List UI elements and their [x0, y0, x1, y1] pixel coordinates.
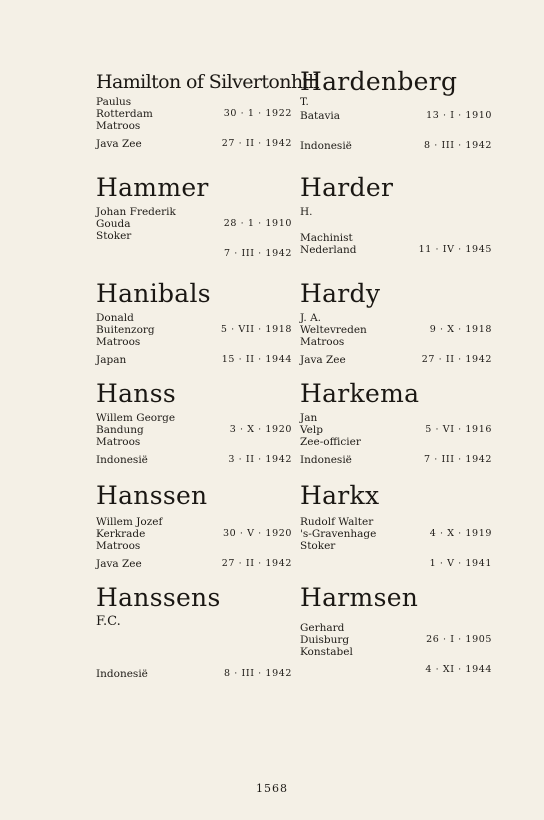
rank: Matroos [96, 540, 141, 552]
given-name: Paulus [96, 96, 132, 108]
surname: Hardenberg [300, 67, 458, 96]
birthplace: Weltevreden 9 · X · 1918 [300, 324, 492, 336]
death-date: 7 · III · 1942 [424, 454, 492, 465]
birth-date: 9 · X · 1918 [429, 324, 492, 335]
entry-hanssen [96, 482, 292, 570]
place-of-death: Java Zee 27 · II · 1942 [96, 138, 292, 150]
place-of-death: Japan 15 · II · 1944 [96, 354, 292, 366]
surname: Hanibals [96, 279, 211, 308]
rank: Matroos [96, 436, 141, 448]
surname: Harder [300, 173, 394, 202]
place-of-death: Indonesië 8 · III · 1942 [96, 668, 292, 680]
death-date: 1 · V · 1941 [429, 558, 492, 569]
death-date: 11 · IV · 1945 [418, 244, 492, 255]
given-name: Willem Jozef [96, 516, 163, 528]
page-number: 1568 [256, 782, 288, 795]
birthplace: Buitenzorg 5 · VII · 1918 [96, 324, 292, 336]
birthplace: Velp 5 · VI · 1916 [300, 424, 492, 436]
surname: Hamilton of Silvertonhill [96, 71, 319, 93]
given-name: Jan [300, 412, 318, 424]
rank: Matroos [96, 120, 141, 132]
given-name: Gerhard [300, 622, 345, 634]
birth-date: 28 · 1 · 1910 [223, 218, 292, 229]
surname: Hammer [96, 173, 209, 202]
birth-date: 30 · V · 1920 [222, 528, 292, 539]
entry-hanss [96, 380, 292, 466]
place-of-death [300, 664, 492, 676]
birth-date: 5 · VI · 1916 [425, 424, 492, 435]
rank: Stoker [300, 540, 336, 552]
birth-date: 30 · 1 · 1922 [223, 108, 292, 119]
birthplace: Batavia 13 · I · 1910 [300, 110, 492, 122]
surname: Hanssen [96, 481, 208, 510]
birthplace: Gouda 28 · 1 · 1910 [96, 218, 292, 230]
entry-hardenberg [300, 68, 492, 152]
initials: J. A. [300, 312, 321, 324]
place-of-death: Indonesië 8 · III · 1942 [300, 140, 492, 152]
place-of-death [300, 558, 492, 570]
place-of-death [96, 248, 292, 260]
rank: Konstabel [300, 646, 353, 658]
birth-date: 3 · X · 1920 [229, 424, 292, 435]
birthplace: Kerkrade 30 · V · 1920 [96, 528, 292, 540]
initials: T. [300, 96, 309, 108]
birthplace: Duisburg 26 · I · 1905 [300, 634, 492, 646]
place-of-death: Indonesië 3 · II · 1942 [96, 454, 292, 466]
birth-date: 26 · I · 1905 [426, 634, 492, 645]
death-date: 27 · II · 1942 [221, 558, 292, 569]
rank: Zee-officier [300, 436, 361, 448]
entry-harkx [300, 482, 492, 570]
birth-date: 13 · I · 1910 [426, 110, 492, 121]
birthplace: Bandung 3 · X · 1920 [96, 424, 292, 436]
death-date: 27 · II · 1942 [221, 138, 292, 149]
surname: Harkema [300, 379, 420, 408]
surname: Harmsen [300, 583, 419, 612]
death-date: 15 · II · 1944 [221, 354, 292, 365]
surname: Hardy [300, 279, 381, 308]
given-name: Rudolf Walter [300, 516, 374, 528]
birthplace: Rotterdam 30 · 1 · 1922 [96, 108, 292, 120]
rank: Matroos [300, 336, 345, 348]
rank: Matroos [96, 336, 141, 348]
entry-hammer [96, 174, 292, 260]
entry-hanssens [96, 584, 292, 680]
entry-hanibals [96, 280, 292, 366]
death-date: 4 · XI · 1944 [425, 664, 492, 675]
birth-date: 4 · X · 1919 [429, 528, 492, 539]
place-of-death: Java Zee 27 · II · 1942 [96, 558, 292, 570]
surname: Hanss [96, 379, 176, 408]
entry-harder [300, 174, 492, 256]
entry-harmsen [300, 584, 492, 676]
given-name: Johan Frederik [96, 206, 176, 218]
given-name: Donald [96, 312, 134, 324]
entry-harkema [300, 380, 492, 466]
birth-date: 5 · VII · 1918 [220, 324, 292, 335]
death-date: 27 · II · 1942 [421, 354, 492, 365]
given-name: Willem George [96, 412, 176, 424]
place-of-death: Java Zee 27 · II · 1942 [300, 354, 492, 366]
entry-hardy [300, 280, 492, 366]
surname: Harkx [300, 481, 380, 510]
surname: Hanssens [96, 583, 221, 612]
death-date: 8 · III · 1942 [424, 140, 492, 151]
entry-hamilton [96, 68, 319, 150]
rank: Stoker [96, 230, 132, 242]
initials: F.C. [96, 614, 121, 629]
birthplace: 's-Gravenhage 4 · X · 1919 [300, 528, 492, 540]
initials: H. [300, 206, 313, 218]
death-date: 8 · III · 1942 [224, 668, 292, 679]
place-of-death: Indonesië 7 · III · 1942 [300, 454, 492, 466]
place-of-death: Nederland 11 · IV · 1945 [300, 244, 492, 256]
rank: Machinist [300, 232, 353, 244]
death-date: 3 · II · 1942 [228, 454, 292, 465]
death-date: 7 · III · 1942 [224, 248, 292, 259]
